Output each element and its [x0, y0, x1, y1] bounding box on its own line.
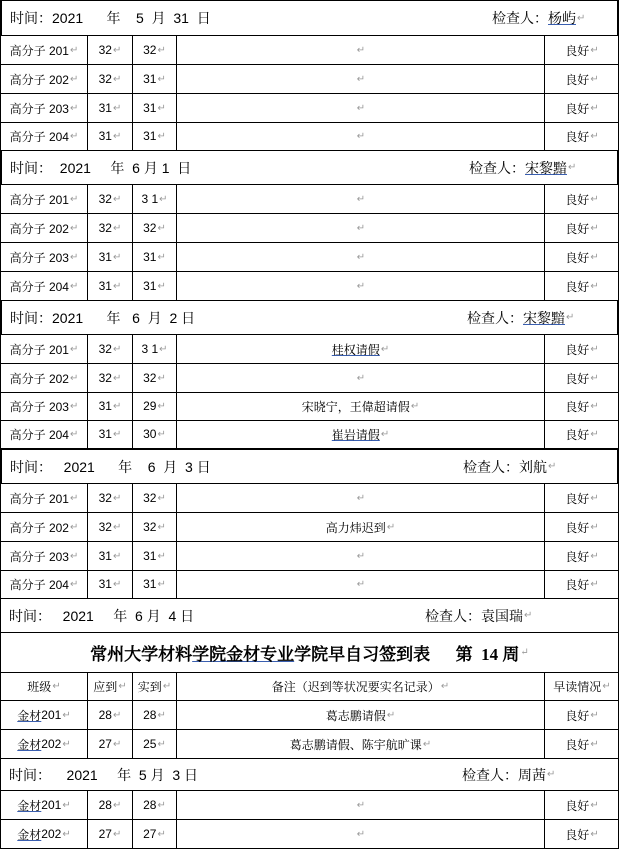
- inspector-block: [492, 1, 585, 35]
- paragraph-mark-icon: ↵: [547, 769, 556, 780]
- note-cell: [177, 243, 545, 271]
- inspector-block: [462, 759, 555, 790]
- class-cell: 高分子 202 ↵: [1, 364, 88, 392]
- actual-cell: 32 ↵: [133, 513, 177, 541]
- paragraph-mark-icon: ↵: [112, 251, 122, 263]
- paragraph-mark-icon: ↵: [159, 343, 168, 355]
- paragraph-mark-icon: ↵: [356, 280, 366, 292]
- class-cell: 高分子 202 ↵: [1, 65, 88, 93]
- status-cell: 良好 ↵: [565, 279, 599, 294]
- paragraph-mark-icon: ↵: [590, 251, 599, 263]
- paragraph-mark-icon: ↵: [112, 343, 122, 355]
- paragraph-mark-icon: ↵: [590, 428, 599, 440]
- status-cell: 良好 ↵: [565, 72, 599, 87]
- paragraph-mark-icon: ↵: [112, 222, 122, 234]
- inspector-name: 周茜: [518, 766, 546, 783]
- note-cell: [177, 820, 545, 848]
- paragraph-mark-icon: ↵: [69, 428, 79, 440]
- expected-cell: 31 ↵: [88, 272, 133, 300]
- paragraph-mark-icon: ↵: [386, 709, 396, 721]
- note-cell: [177, 542, 545, 570]
- expected-cell: 27 ↵: [88, 730, 133, 758]
- note-cell: [177, 65, 545, 93]
- paragraph-mark-icon: ↵: [112, 193, 122, 205]
- paragraph-mark-icon: ↵: [112, 521, 122, 533]
- actual-cell: 31 ↵: [133, 542, 177, 570]
- class-cell: 高分子 204 ↵: [1, 272, 88, 300]
- note-cell: 桂权请假 ↵: [177, 335, 545, 363]
- actual-cell: 31 ↵: [133, 65, 177, 93]
- paragraph-mark-icon: ↵: [69, 222, 79, 234]
- paragraph-mark-icon: ↵: [157, 828, 166, 840]
- paragraph-mark-icon: ↵: [118, 681, 127, 692]
- table-row: [0, 185, 619, 214]
- class-cell: 高分子 201 ↵: [1, 185, 88, 213]
- paragraph-mark-icon: ↵: [356, 372, 366, 384]
- paragraph-mark-icon: ↵: [69, 193, 79, 205]
- paragraph-mark-icon: ↵: [157, 251, 166, 263]
- paragraph-mark-icon: ↵: [159, 193, 168, 205]
- paragraph-mark-icon: ↵: [69, 280, 79, 292]
- col-class: 班级 ↵: [1, 673, 88, 700]
- paragraph-mark-icon: ↵: [112, 428, 122, 440]
- table-row: [0, 542, 619, 571]
- table-row: [0, 392, 619, 421]
- table-row: [0, 513, 619, 542]
- paragraph-mark-icon: ↵: [69, 492, 79, 504]
- paragraph-mark-icon: ↵: [62, 799, 71, 811]
- date-label: 时间：2021 年 5 月 31 日: [10, 10, 211, 26]
- paragraph-mark-icon: ↵: [356, 828, 366, 840]
- note-cell: 葛志鹏请假、陈宇航旷课 ↵: [177, 730, 545, 758]
- note-cell: [177, 36, 545, 64]
- note-cell: [177, 122, 545, 150]
- status-cell: 良好 ↵: [565, 427, 599, 442]
- paragraph-mark-icon: ↵: [112, 73, 122, 85]
- paragraph-mark-icon: ↵: [356, 492, 366, 504]
- paragraph-mark-icon: ↵: [157, 130, 166, 142]
- status-cell: 良好 ↵: [565, 549, 599, 564]
- table-row: [0, 335, 619, 364]
- paragraph-mark-icon: ↵: [356, 130, 366, 142]
- note-cell: [177, 185, 545, 213]
- expected-cell: 32 ↵: [88, 214, 133, 242]
- note-cell: 葛志鹏请假 ↵: [177, 701, 545, 729]
- paragraph-mark-icon: ↵: [157, 578, 166, 590]
- date-label: 时间：2021 年 6 月 2 日: [10, 309, 196, 326]
- paragraph-mark-icon: ↵: [590, 578, 599, 590]
- expected-cell: 32 ↵: [88, 185, 133, 213]
- paragraph-mark-icon: ↵: [112, 130, 122, 142]
- col-status: 早读情况 ↵: [553, 680, 611, 694]
- column-header-row: [0, 673, 619, 701]
- table-row: [0, 65, 619, 94]
- actual-cell: 31 ↵: [133, 122, 177, 150]
- table-row: [0, 364, 619, 393]
- paragraph-mark-icon: ↵: [112, 102, 122, 114]
- paragraph-mark-icon: ↵: [548, 461, 557, 472]
- date-label: 时间： 2021 年 5 月 3 日: [9, 766, 199, 783]
- paragraph-mark-icon: ↵: [112, 799, 122, 811]
- class-cell: 金材 202 ↵: [1, 730, 88, 758]
- inspector-name: 宋黎黯: [525, 159, 567, 176]
- paragraph-mark-icon: ↵: [112, 578, 122, 590]
- table-row: [0, 730, 619, 759]
- table-row: [0, 94, 619, 123]
- table-row: [0, 122, 619, 151]
- inspector-name: 刘航: [519, 458, 547, 475]
- day-4-header: [0, 449, 619, 484]
- note-cell: 崔岩请假 ↵: [177, 420, 545, 448]
- status-cell: 良好 ↵: [565, 371, 599, 386]
- paragraph-mark-icon: ↵: [157, 280, 166, 292]
- paragraph-mark-icon: ↵: [356, 73, 366, 85]
- date-label: 时间： 2021 年 6 月 4 日: [9, 607, 195, 624]
- note-cell: [177, 791, 545, 819]
- paragraph-mark-icon: ↵: [157, 738, 166, 750]
- paragraph-mark-icon: ↵: [157, 222, 166, 234]
- actual-cell: 3 1 ↵: [133, 185, 177, 213]
- inspector-block: [467, 301, 574, 334]
- table-row: [0, 791, 619, 820]
- actual-cell: 3 1 ↵: [133, 335, 177, 363]
- paragraph-mark-icon: ↵: [62, 738, 71, 750]
- status-cell: 良好 ↵: [565, 737, 599, 752]
- status-cell: 良好 ↵: [565, 342, 599, 357]
- paragraph-mark-icon: ↵: [157, 799, 166, 811]
- note-cell: [177, 272, 545, 300]
- paragraph-mark-icon: ↵: [590, 130, 599, 142]
- status-cell: 良好 ↵: [565, 221, 599, 236]
- paragraph-mark-icon: ↵: [568, 162, 577, 173]
- actual-cell: 32 ↵: [133, 214, 177, 242]
- paragraph-mark-icon: ↵: [112, 828, 122, 840]
- paragraph-mark-icon: ↵: [69, 521, 79, 533]
- paragraph-mark-icon: ↵: [590, 799, 599, 811]
- paragraph-mark-icon: ↵: [590, 193, 599, 205]
- paragraph-mark-icon: ↵: [590, 400, 599, 412]
- expected-cell: 31 ↵: [88, 542, 133, 570]
- expected-cell: 32 ↵: [88, 36, 133, 64]
- paragraph-mark-icon: ↵: [52, 681, 61, 692]
- inspector-block: [469, 151, 576, 184]
- paragraph-mark-icon: ↵: [69, 251, 79, 263]
- paragraph-mark-icon: ↵: [157, 492, 166, 504]
- class-cell: 高分子 204 ↵: [1, 122, 88, 150]
- class-cell: 高分子 203 ↵: [1, 94, 88, 122]
- title-underlined: 学院金材专业: [192, 645, 295, 664]
- note-cell: 宋晓宁，王偉超请假 ↵: [177, 392, 545, 420]
- paragraph-mark-icon: ↵: [69, 550, 79, 562]
- status-cell: 良好 ↵: [565, 192, 599, 207]
- paragraph-mark-icon: ↵: [590, 102, 599, 114]
- note-cell: [177, 570, 545, 598]
- class-cell: 高分子 201 ↵: [1, 335, 88, 363]
- class-cell: 高分子 204 ↵: [1, 420, 88, 448]
- expected-cell: 27 ↵: [88, 820, 133, 848]
- class-cell: 高分子 203 ↵: [1, 243, 88, 271]
- expected-cell: 28 ↵: [88, 701, 133, 729]
- col-note: 备注（迟到等状况要实名记录） ↵: [177, 673, 545, 700]
- class-cell: 高分子 201 ↵: [1, 484, 88, 512]
- title-prefix: 常州大学材料: [90, 645, 193, 664]
- note-cell: [177, 364, 545, 392]
- paragraph-mark-icon: ↵: [356, 44, 366, 56]
- inspector-name: 杨屿: [548, 10, 576, 26]
- expected-cell: 31 ↵: [88, 122, 133, 150]
- status-cell: 良好 ↵: [565, 708, 599, 723]
- expected-cell: 31 ↵: [88, 420, 133, 448]
- class-cell: 金材 201 ↵: [1, 791, 88, 819]
- paragraph-mark-icon: ↵: [157, 521, 166, 533]
- inspector-label: 检查人：: [462, 766, 518, 783]
- paragraph-mark-icon: ↵: [524, 610, 533, 621]
- paragraph-mark-icon: ↵: [590, 372, 599, 384]
- paragraph-mark-icon: ↵: [112, 400, 122, 412]
- paragraph-mark-icon: ↵: [157, 44, 166, 56]
- day-5-header: [0, 599, 619, 633]
- inspector-name: 袁国瑞: [481, 607, 523, 624]
- paragraph-mark-icon: ↵: [112, 372, 122, 384]
- expected-cell: 31 ↵: [88, 570, 133, 598]
- status-cell: 良好 ↵: [565, 520, 599, 535]
- paragraph-mark-icon: ↵: [356, 222, 366, 234]
- paragraph-mark-icon: ↵: [157, 428, 166, 440]
- paragraph-mark-icon: ↵: [112, 738, 122, 750]
- inspector-label: 检查人：: [425, 607, 481, 624]
- paragraph-mark-icon: ↵: [356, 550, 366, 562]
- expected-cell: 32 ↵: [88, 513, 133, 541]
- table-row: [0, 570, 619, 599]
- paragraph-mark-icon: ↵: [577, 12, 586, 24]
- paragraph-mark-icon: ↵: [69, 343, 79, 355]
- note-cell: [177, 214, 545, 242]
- paragraph-mark-icon: ↵: [590, 73, 599, 85]
- actual-cell: 28 ↵: [133, 791, 177, 819]
- class-cell: 金材 202 ↵: [1, 820, 88, 848]
- paragraph-mark-icon: ↵: [422, 738, 432, 750]
- paragraph-mark-icon: ↵: [440, 681, 450, 692]
- paragraph-mark-icon: ↵: [112, 550, 122, 562]
- day-1-header: [0, 0, 619, 36]
- actual-cell: 32 ↵: [133, 484, 177, 512]
- actual-cell: 31 ↵: [133, 570, 177, 598]
- table-row: [0, 484, 619, 513]
- class-cell: 高分子 201 ↵: [1, 36, 88, 64]
- paragraph-mark-icon: ↵: [69, 372, 79, 384]
- actual-cell: 29 ↵: [133, 392, 177, 420]
- status-cell: 良好 ↵: [565, 798, 599, 813]
- paragraph-mark-icon: ↵: [112, 280, 122, 292]
- paragraph-mark-icon: ↵: [157, 102, 166, 114]
- table-row: [0, 36, 619, 65]
- inspector-label: 检查人：: [469, 159, 525, 176]
- table-row: [0, 820, 619, 849]
- status-cell: 良好 ↵: [565, 101, 599, 116]
- paragraph-mark-icon: ↵: [69, 578, 79, 590]
- day-2-header: [0, 150, 619, 185]
- col-expected: 应到 ↵: [88, 673, 133, 700]
- paragraph-mark-icon: ↵: [590, 550, 599, 562]
- inspector-label: 检查人：: [467, 309, 523, 326]
- paragraph-mark-icon: ↵: [590, 521, 599, 533]
- status-cell: 良好 ↵: [565, 43, 599, 58]
- class-cell: 高分子 204 ↵: [1, 570, 88, 598]
- paragraph-mark-icon: ↵: [62, 828, 71, 840]
- paragraph-mark-icon: ↵: [69, 44, 79, 56]
- table-row: [0, 272, 619, 301]
- expected-cell: 32 ↵: [88, 65, 133, 93]
- paragraph-mark-icon: ↵: [590, 828, 599, 840]
- expected-cell: 32 ↵: [88, 335, 133, 363]
- paragraph-mark-icon: ↵: [590, 280, 599, 292]
- paragraph-mark-icon: ↵: [157, 550, 166, 562]
- inspector-label: 检查人：: [492, 10, 548, 26]
- col-actual: 实到 ↵: [133, 673, 177, 700]
- paragraph-mark-icon: ↵: [520, 647, 529, 658]
- class-cell: 高分子 203 ↵: [1, 542, 88, 570]
- class-cell: 高分子 202 ↵: [1, 513, 88, 541]
- paragraph-mark-icon: ↵: [590, 222, 599, 234]
- class-cell: 高分子 203 ↵: [1, 392, 88, 420]
- paragraph-mark-icon: ↵: [566, 312, 575, 323]
- paragraph-mark-icon: ↵: [590, 343, 599, 355]
- expected-cell: 31 ↵: [88, 392, 133, 420]
- actual-cell: 31 ↵: [133, 94, 177, 122]
- paragraph-mark-icon: ↵: [69, 130, 79, 142]
- expected-cell: 28 ↵: [88, 791, 133, 819]
- paragraph-mark-icon: ↵: [386, 521, 396, 533]
- sheet-title: [0, 633, 619, 673]
- paragraph-mark-icon: ↵: [356, 102, 366, 114]
- actual-cell: 32 ↵: [133, 364, 177, 392]
- paragraph-mark-icon: ↵: [157, 400, 166, 412]
- paragraph-mark-icon: ↵: [69, 102, 79, 114]
- actual-cell: 31 ↵: [133, 272, 177, 300]
- actual-cell: 27 ↵: [133, 820, 177, 848]
- actual-cell: 30 ↵: [133, 420, 177, 448]
- actual-cell: 28 ↵: [133, 701, 177, 729]
- table-row: [0, 701, 619, 730]
- inspector-label: 检查人：: [463, 458, 519, 475]
- paragraph-mark-icon: ↵: [380, 428, 390, 440]
- paragraph-mark-icon: ↵: [112, 44, 122, 56]
- paragraph-mark-icon: ↵: [590, 709, 599, 721]
- day-3-header: [0, 300, 619, 335]
- class-cell: 高分子 202 ↵: [1, 214, 88, 242]
- paragraph-mark-icon: ↵: [602, 681, 611, 692]
- paragraph-mark-icon: ↵: [69, 73, 79, 85]
- paragraph-mark-icon: ↵: [162, 681, 172, 692]
- status-cell: 良好 ↵: [565, 491, 599, 506]
- day-6-header: [0, 759, 619, 791]
- paragraph-mark-icon: ↵: [356, 251, 366, 263]
- status-cell: 良好 ↵: [565, 827, 599, 842]
- status-cell: 良好 ↵: [565, 129, 599, 144]
- note-cell: [177, 484, 545, 512]
- paragraph-mark-icon: ↵: [112, 492, 122, 504]
- paragraph-mark-icon: ↵: [157, 73, 166, 85]
- class-cell: 金材 201 ↵: [1, 701, 88, 729]
- paragraph-mark-icon: ↵: [157, 709, 166, 721]
- paragraph-mark-icon: ↵: [356, 799, 366, 811]
- expected-cell: 31 ↵: [88, 243, 133, 271]
- inspector-name: 宋黎黯: [523, 309, 565, 326]
- expected-cell: 32 ↵: [88, 484, 133, 512]
- paragraph-mark-icon: ↵: [380, 343, 390, 355]
- actual-cell: 32 ↵: [133, 36, 177, 64]
- note-cell: [177, 94, 545, 122]
- paragraph-mark-icon: ↵: [590, 44, 599, 56]
- paragraph-mark-icon: ↵: [356, 578, 366, 590]
- paragraph-mark-icon: ↵: [590, 738, 599, 750]
- date-label: 时间： 2021 年 6 月 3 日: [10, 458, 211, 475]
- paragraph-mark-icon: ↵: [590, 492, 599, 504]
- expected-cell: 32 ↵: [88, 364, 133, 392]
- paragraph-mark-icon: ↵: [356, 193, 366, 205]
- status-cell: 良好 ↵: [565, 577, 599, 592]
- status-cell: 良好 ↵: [565, 399, 599, 414]
- paragraph-mark-icon: ↵: [69, 400, 79, 412]
- paragraph-mark-icon: ↵: [62, 709, 71, 721]
- paragraph-mark-icon: ↵: [410, 400, 420, 412]
- note-cell: 高力炜迟到 ↵: [177, 513, 545, 541]
- inspector-block: [425, 599, 532, 632]
- expected-cell: 31 ↵: [88, 94, 133, 122]
- inspector-block: [463, 450, 556, 483]
- title-suffix: 学院早自习签到表 第 14 周: [294, 645, 520, 664]
- table-row: [0, 420, 619, 449]
- table-row: [0, 214, 619, 243]
- paragraph-mark-icon: ↵: [112, 709, 122, 721]
- actual-cell: 25 ↵: [133, 730, 177, 758]
- paragraph-mark-icon: ↵: [157, 372, 166, 384]
- table-row: [0, 243, 619, 272]
- actual-cell: 31 ↵: [133, 243, 177, 271]
- status-cell: 良好 ↵: [565, 250, 599, 265]
- date-label: 时间： 2021 年 6 月 1 日: [10, 159, 192, 176]
